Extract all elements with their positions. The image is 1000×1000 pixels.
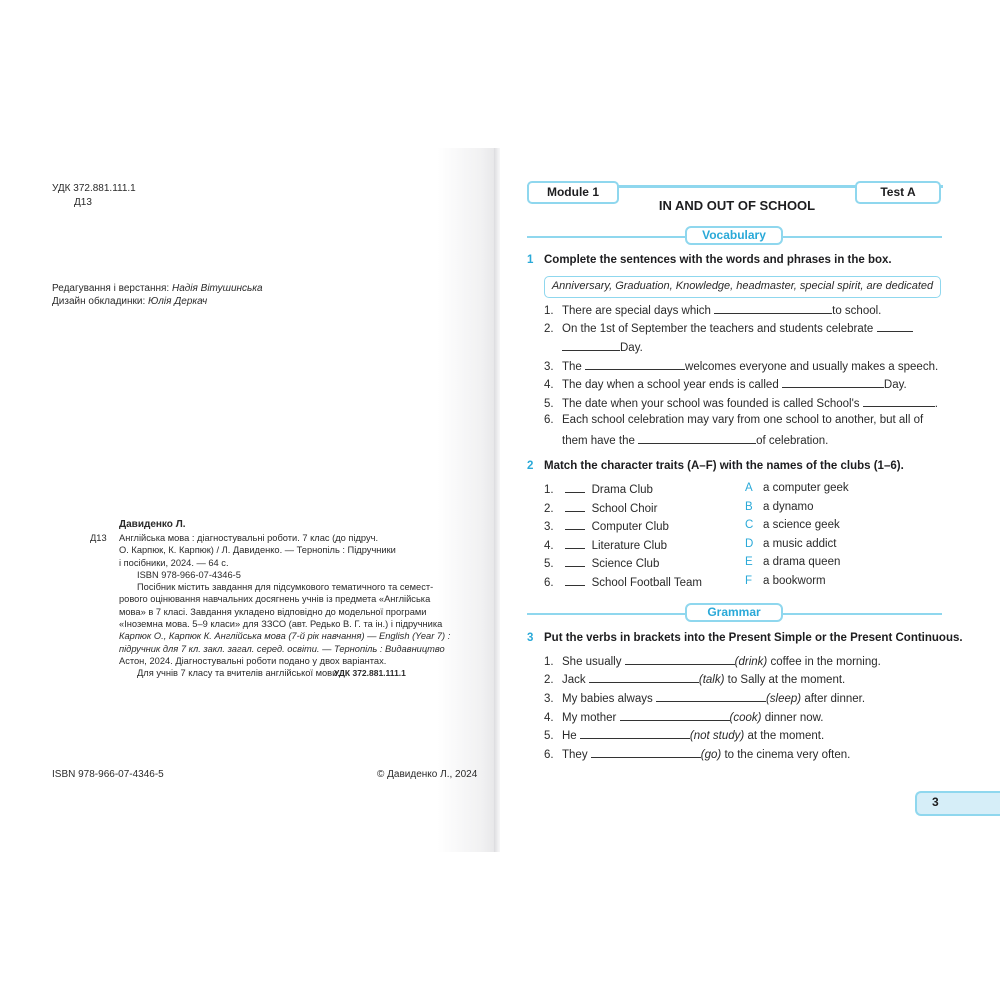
answer-blank[interactable] — [863, 396, 935, 407]
task-1-item: 2. On the 1st of September the teachers and students celebrate — [544, 321, 913, 335]
isbn: ISBN 978-966-07-4346-5 — [52, 769, 164, 780]
match-blank[interactable] — [565, 501, 585, 512]
task-1-item: 4. The day when a school year ends is called Day. — [544, 379, 907, 391]
module-tab: Module 1 — [527, 181, 619, 204]
task-3-instruction: 3 Put the verbs in brackets into the Present Simple or the Present Continuous. — [527, 632, 963, 644]
catalog-line: Посібник містить завдання для підсумкового тематичного та семест- — [137, 582, 434, 593]
author-sign: Д13 — [74, 197, 92, 208]
section-line — [527, 236, 687, 238]
catalog-line: Для учнів 7 класу та вчителів англійської мови. — [137, 668, 340, 679]
answer-blank[interactable] — [562, 340, 620, 351]
answer-blank[interactable] — [625, 654, 735, 665]
task-1-item-cont: them have the of celebration. — [562, 435, 829, 447]
catalog-udk: УДК 372.881.111.1 — [334, 668, 406, 678]
task-3-item: 2. Jack (talk) to Sally at the moment. — [544, 674, 846, 686]
catalog-body — [119, 532, 451, 680]
task-3-item: 6. They (go) to the cinema very often. — [544, 749, 851, 761]
page-number: 3 — [932, 795, 939, 809]
task-3-item: 4. My mother (cook) dinner now. — [544, 712, 824, 724]
task-3-item: 3. My babies always (sleep) after dinner. — [544, 693, 866, 705]
catalog-line: підручник для 7 кл. закл. загал. серед. освіти. — Тернопіль : Видавництво — [119, 643, 445, 654]
catalog-line: Англійська мова : діагностувальні роботи. 7 клас (до підруч. — [119, 533, 379, 543]
club-item: 1. Drama Club — [544, 484, 653, 496]
answer-blank[interactable] — [591, 747, 701, 758]
task-1-item: 3. The welcomes everyone and usually makes a speech. — [544, 361, 939, 373]
answer-blank[interactable] — [585, 359, 685, 370]
right-page — [500, 148, 1000, 852]
udk-code: УДК 372.881.111.1 — [52, 183, 136, 194]
catalog-line: мова» в 7 класі. Завдання укладено відповідно до модельної програми — [119, 606, 427, 617]
page-title: IN AND OUT OF SCHOOL — [658, 198, 816, 213]
vocabulary-label: Vocabulary — [685, 226, 783, 245]
catalog-line: Астон, 2024. Діагностувальні роботи подано у двох варіантах. — [119, 655, 387, 666]
trait-item: A a computer geek — [745, 482, 849, 494]
catalog-line: рового оцінювання навчальних досягнень учнів із предмета «Англійська — [119, 594, 431, 605]
task-1-item: 5. The date when your school was founded is called School's . — [544, 398, 938, 410]
trait-item: D a music addict — [745, 538, 837, 550]
match-blank[interactable] — [565, 538, 585, 549]
answer-blank[interactable] — [620, 710, 730, 721]
match-blank[interactable] — [565, 575, 585, 586]
credits — [52, 282, 263, 308]
book-spread — [0, 148, 1000, 852]
credit-editor: Редагування і верстання: Надія Вітушинська — [52, 283, 263, 294]
trait-item: F a bookworm — [745, 575, 826, 587]
match-blank[interactable] — [565, 519, 585, 530]
word-box: Anniversary, Graduation, Knowledge, headmaster, special spirit, are dedicated — [544, 276, 941, 298]
match-blank[interactable] — [565, 556, 585, 567]
answer-blank[interactable] — [877, 321, 913, 332]
page-number-bar — [915, 791, 1000, 816]
copyright: © Давиденко Л., 2024 — [377, 769, 478, 780]
section-line — [782, 613, 942, 615]
task-3-item: 5. He (not study) at the moment. — [544, 730, 825, 742]
task-1-item-cont: Day. — [562, 340, 643, 354]
answer-blank[interactable] — [656, 691, 766, 702]
catalog-isbn: ISBN 978-966-07-4346-5 — [137, 569, 241, 580]
catalog-line: і посібники, 2024. — 64 с. — [119, 557, 229, 568]
catalog-author: Давиденко Л. — [119, 519, 186, 530]
club-item: 4. Literature Club — [544, 540, 668, 552]
task-2-instruction: 2 Match the character traits (A–F) with the names of the clubs (1–6). — [527, 460, 904, 472]
catalog-code: Д13 — [90, 533, 107, 543]
catalog-line: О. Карпюк, К. Карпюк) / Л. Давиденко. — Тернопіль : Підручники — [119, 545, 396, 556]
test-tab: Test A — [855, 181, 941, 204]
section-line — [527, 613, 687, 615]
grammar-label: Grammar — [685, 603, 783, 622]
answer-blank[interactable] — [782, 377, 884, 388]
task-1-item: 6. Each school celebration may vary from one school to another, but all of — [544, 414, 924, 426]
task-3-item: 1. She usually (drink) coffee in the morning. — [544, 656, 881, 668]
trait-item: E a drama queen — [745, 556, 841, 568]
catalog-line: «Іноземна мова. 5–9 класи» для ЗЗСО (авт. Редько В. Г. та ін.) і підручника — [119, 619, 443, 630]
task-1-item: 1. There are special days which to school. — [544, 305, 882, 317]
club-item: 5. Science Club — [544, 558, 660, 570]
credit-cover-design: Дизайн обкладинки: Юлія Деркач — [52, 296, 208, 307]
match-blank[interactable] — [565, 482, 585, 493]
trait-item: B a dynamo — [745, 501, 814, 513]
answer-blank[interactable] — [580, 728, 690, 739]
club-item: 6. School Football Team — [544, 577, 702, 589]
catalog-line: Карпюк О., Карпюк К. Англійська мова (7-й рік навчання) — English (Year 7) : — [119, 631, 451, 642]
trait-item: C a science geek — [745, 519, 840, 531]
answer-blank[interactable] — [638, 433, 756, 444]
answer-blank[interactable] — [714, 303, 832, 314]
answer-blank[interactable] — [589, 672, 699, 683]
section-line — [782, 236, 942, 238]
club-item: 2. School Choir — [544, 503, 658, 515]
club-item: 3. Computer Club — [544, 521, 669, 533]
task-1-instruction: 1 Complete the sentences with the words and phrases in the box. — [527, 254, 892, 266]
left-page — [0, 148, 497, 852]
